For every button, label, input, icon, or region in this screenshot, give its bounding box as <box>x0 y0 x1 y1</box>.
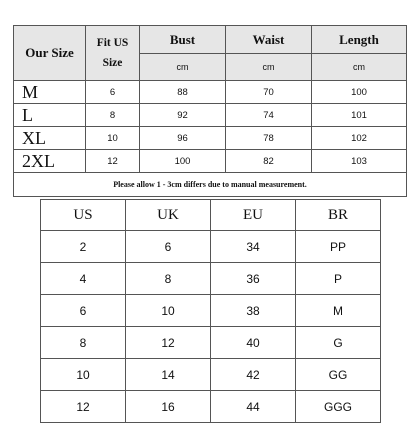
length-value: 101 <box>312 104 407 127</box>
size-row <box>14 150 407 173</box>
waist-value: 78 <box>226 127 312 150</box>
uk-value: 14 <box>126 359 211 391</box>
us-value: 12 <box>41 391 126 423</box>
us-value: 10 <box>41 359 126 391</box>
header-length: Length <box>312 26 407 54</box>
conversion-row <box>41 327 381 359</box>
length-value: 103 <box>312 150 407 173</box>
uk-value: 6 <box>126 231 211 263</box>
eu-value: 42 <box>211 359 296 391</box>
fit-us-value: 8 <box>86 104 140 127</box>
header-waist: Waist <box>226 26 312 54</box>
br-value: GGG <box>296 391 381 423</box>
br-value: M <box>296 295 381 327</box>
header-eu: EU <box>211 200 296 231</box>
uk-value: 10 <box>126 295 211 327</box>
us-value: 4 <box>41 263 126 295</box>
uk-value: 8 <box>126 263 211 295</box>
fit-us-value: 10 <box>86 127 140 150</box>
size-label: M <box>14 81 86 104</box>
header-br: BR <box>296 200 381 231</box>
bust-value: 96 <box>140 127 226 150</box>
us-value: 6 <box>41 295 126 327</box>
br-value: P <box>296 263 381 295</box>
unit-waist: cm <box>226 54 312 81</box>
size-label: 2XL <box>14 150 86 173</box>
us-value: 2 <box>41 231 126 263</box>
waist-value: 82 <box>226 150 312 173</box>
header-fit-us-size: Fit US Size <box>86 26 140 81</box>
uk-value: 16 <box>126 391 211 423</box>
fit-us-value: 6 <box>86 81 140 104</box>
waist-value: 70 <box>226 81 312 104</box>
bust-value: 88 <box>140 81 226 104</box>
conversion-row <box>41 391 381 423</box>
conversion-row <box>41 263 381 295</box>
uk-value: 12 <box>126 327 211 359</box>
header-uk: UK <box>126 200 211 231</box>
conversion-row <box>41 359 381 391</box>
eu-value: 38 <box>211 295 296 327</box>
conversion-row <box>41 231 381 263</box>
size-row <box>14 127 407 150</box>
unit-bust: cm <box>140 54 226 81</box>
size-label: L <box>14 104 86 127</box>
header-us: US <box>41 200 126 231</box>
bust-value: 100 <box>140 150 226 173</box>
br-value: G <box>296 327 381 359</box>
fit-us-value: 12 <box>86 150 140 173</box>
unit-length: cm <box>312 54 407 81</box>
size-conversion-table <box>40 199 381 423</box>
header-our-size: Our Size <box>14 26 86 81</box>
header-bust: Bust <box>140 26 226 54</box>
length-value: 100 <box>312 81 407 104</box>
length-value: 102 <box>312 127 407 150</box>
size-row <box>14 104 407 127</box>
eu-value: 40 <box>211 327 296 359</box>
eu-value: 34 <box>211 231 296 263</box>
br-value: PP <box>296 231 381 263</box>
size-label: XL <box>14 127 86 150</box>
waist-value: 74 <box>226 104 312 127</box>
us-value: 8 <box>41 327 126 359</box>
eu-value: 44 <box>211 391 296 423</box>
bust-value: 92 <box>140 104 226 127</box>
size-chart-table <box>13 25 407 197</box>
size-row <box>14 81 407 104</box>
measurement-note: Please allow 1 - 3cm differs due to manual measurement. <box>14 173 407 197</box>
br-value: GG <box>296 359 381 391</box>
eu-value: 36 <box>211 263 296 295</box>
conversion-row <box>41 295 381 327</box>
